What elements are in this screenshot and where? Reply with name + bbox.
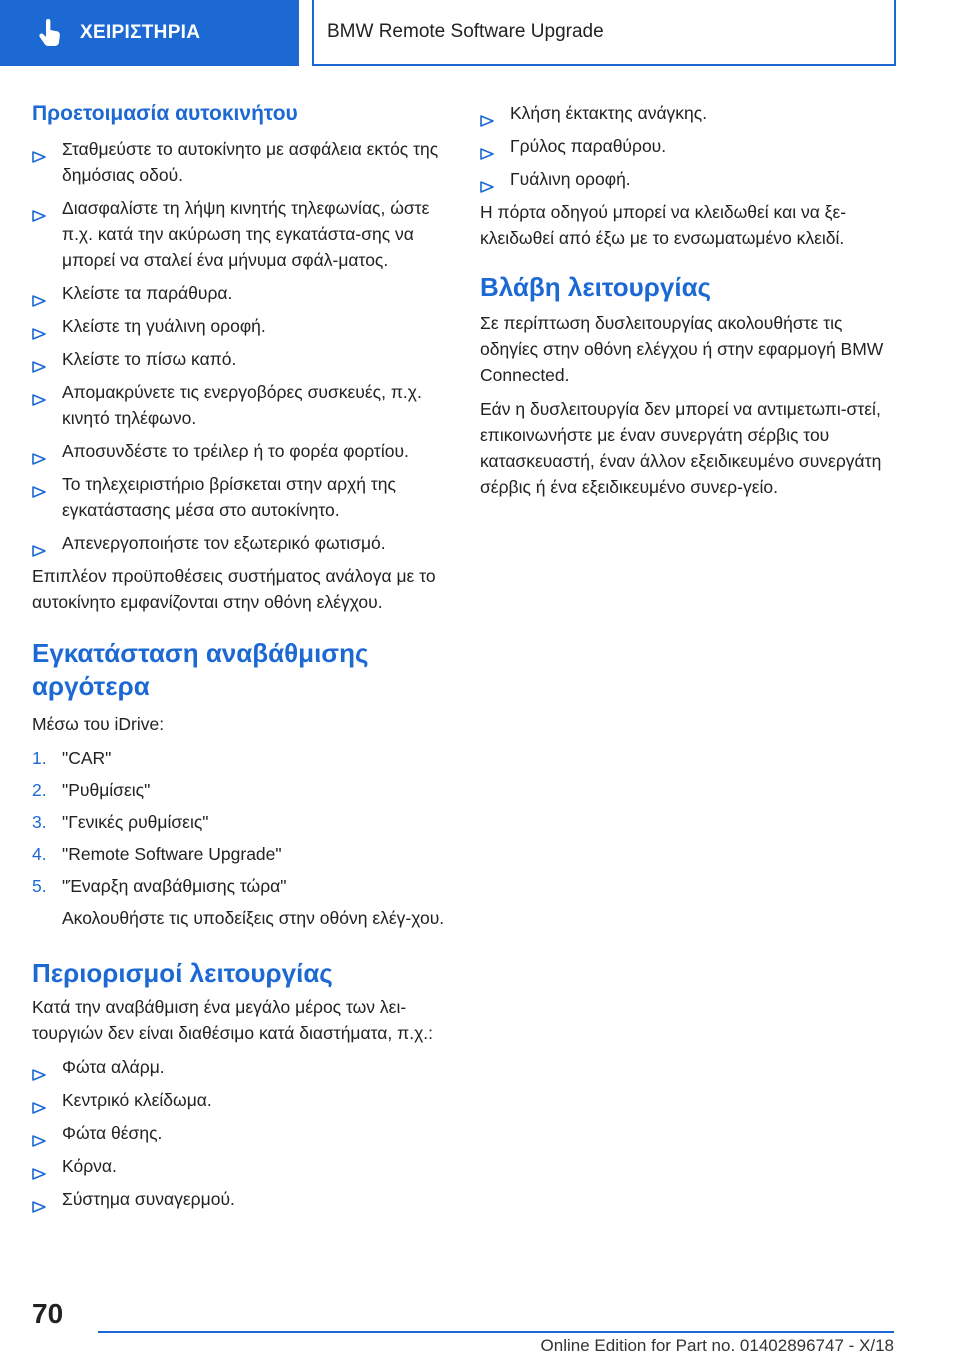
prep-heading: Προετοιμασία αυτοκινήτου [32,102,298,125]
triangle-bullet-icon [32,144,46,156]
step-number: 5. [32,876,47,896]
triangle-bullet-icon [32,1095,46,1107]
triangle-bullet-icon [480,141,494,153]
prep-note: Επιπλέον προϋποθέσεις συστήματος ανάλογα με το αυτοκίνητο εμφανίζονται στην οθόνη ελέγχου. [32,566,436,612]
edition-text: Online Edition for Part no. 01402896747 - X/18 [540,1336,894,1355]
step-text: "Remote Software Upgrade" [62,844,282,864]
step-note: Ακολουθήστε τις υποδείξεις στην οθόνη ελέγ-χου. [62,908,445,928]
later-heading [32,637,452,703]
triangle-bullet-icon [32,1161,46,1173]
section-tab [0,0,299,66]
later-intro: Μέσω του iDrive: [32,714,165,734]
triangle-bullet-icon [32,203,46,215]
limits-item [32,1153,452,1179]
prep-item [32,438,452,464]
prep-item [32,346,452,372]
right-column [480,100,900,500]
triangle-bullet-icon [32,1128,46,1140]
step-text: "Έναρξη αναβάθμισης τώρα" [62,876,287,896]
limits-item [32,1087,452,1113]
triangle-bullet-icon [32,387,46,399]
limits-item-text: Φώτα θέσης. [62,1123,163,1143]
footer-divider [98,1331,894,1333]
step-item [32,745,452,771]
triangle-bullet-icon [32,1194,46,1206]
prep-item [32,471,452,523]
step-number: 4. [32,844,47,864]
prep-item-text: Διασφαλίστε τη λήψη κινητής τηλεφωνίας, ώστε π.χ. κατά την ακύρωση της εγκατάστα-σης να μπορεί να σταλεί ένα μήνυμα σφάλ-ματος. [62,198,430,270]
triangle-bullet-icon [32,446,46,458]
section-label: ΧΕΙΡΙΣΤΗΡΙΑ [80,22,201,43]
triangle-bullet-icon [32,479,46,491]
prep-item-text: Σταθμεύστε το αυτοκίνητο με ασφάλεια εκτός της δημόσιας οδού. [62,139,439,185]
limits-list-cont [480,100,900,192]
limits-heading: Περιορισμοί λειτουργίας [32,958,333,988]
step-item [32,873,452,931]
fault-heading: Βλάβη λειτουργίας [480,272,712,302]
limits-item-text: Κλήση έκτακτης ανάγκης. [510,103,708,123]
hand-pointer-icon [30,13,70,53]
limits-item-text: Γρύλος παραθύρου. [510,136,667,156]
prep-item-text: Κλείστε τα παράθυρα. [62,283,233,303]
page-number: 70 [32,1298,64,1329]
page-title: BMW Remote Software Upgrade [327,21,604,42]
prep-item [32,280,452,306]
triangle-bullet-icon [32,538,46,550]
limits-item [480,100,900,126]
step-item [32,841,452,867]
triangle-bullet-icon [32,321,46,333]
later-steps [32,745,452,931]
prep-list [32,136,452,556]
limits-item-text: Κεντρικό κλείδωμα. [62,1090,212,1110]
limits-item [32,1186,452,1212]
limits-item [480,166,900,192]
prep-item [32,379,452,431]
step-text: "CAR" [62,748,112,768]
later-heading-line1: Εγκατάσταση αναβάθμισης [32,638,369,668]
step-text: "Ρυθμίσεις" [62,780,151,800]
triangle-bullet-icon [32,354,46,366]
fault-paragraph-1: Σε περίπτωση δυσλειτουργίας ακολουθήστε τις οδηγίες στην οθόνη ελέγχου ή στην εφαρμογή BMW Connected. [480,313,884,385]
step-text: "Γενικές ρυθμίσεις" [62,812,209,832]
limits-item-text: Κόρνα. [62,1156,117,1176]
limits-item-text: Φώτα αλάρμ. [62,1057,165,1077]
prep-item [32,136,452,188]
prep-item-text: Απενεργοποιήστε τον εξωτερικό φωτισμό. [62,533,386,553]
triangle-bullet-icon [480,174,494,186]
prep-item [32,195,452,273]
limits-list [32,1054,452,1212]
door-note: Η πόρτα οδηγού μπορεί να κλειδωθεί και να ξε-κλειδωθεί από έξω με το ενσωματωμένο κλειδί. [480,202,847,248]
limits-intro: Κατά την αναβάθμιση ένα μεγάλο μέρος των λει-τουργιών δεν είναι διαθέσιμο κατά διαστήματα, π.χ.: [32,997,433,1043]
step-number: 3. [32,812,47,832]
step-number: 1. [32,748,47,768]
fault-paragraph-2: Εάν η δυσλειτουργία δεν μπορεί να αντιμετωπι-στεί, επικοινωνήστε με έναν συνεργάτη σέρβις του κατασκευαστή, έναν άλλον εξειδικευμένο συνεργάτη σέρβις ή ένα εξειδικευμένο συνερ-γείο. [480,399,882,497]
prep-item-text: Κλείστε το πίσω καπό. [62,349,237,369]
prep-item-text: Αποσυνδέστε το τρέιλερ ή το φορέα φορτίου. [62,441,409,461]
prep-item-text: Το τηλεχειριστήριο βρίσκεται στην αρχή της εγκατάστασης μέσα στο αυτοκίνητο. [62,474,396,520]
limits-item [480,133,900,159]
step-item [32,777,452,803]
limits-item-text: Σύστημα συναγερμού. [62,1189,235,1209]
step-item [32,809,452,835]
limits-item [32,1120,452,1146]
limits-item-text: Γυάλινη οροφή. [510,169,631,189]
later-heading-line2: αργότερα [32,671,150,701]
prep-item [32,313,452,339]
prep-item-text: Κλείστε τη γυάλινη οροφή. [62,316,266,336]
limits-item [32,1054,452,1080]
triangle-bullet-icon [32,288,46,300]
page-title-bar [312,0,896,66]
prep-item [32,530,452,556]
triangle-bullet-icon [480,108,494,120]
left-column [32,100,452,1219]
step-number: 2. [32,780,47,800]
triangle-bullet-icon [32,1062,46,1074]
prep-item-text: Απομακρύνετε τις ενεργοβόρες συσκευές, π.χ. κινητό τηλέφωνο. [62,382,422,428]
